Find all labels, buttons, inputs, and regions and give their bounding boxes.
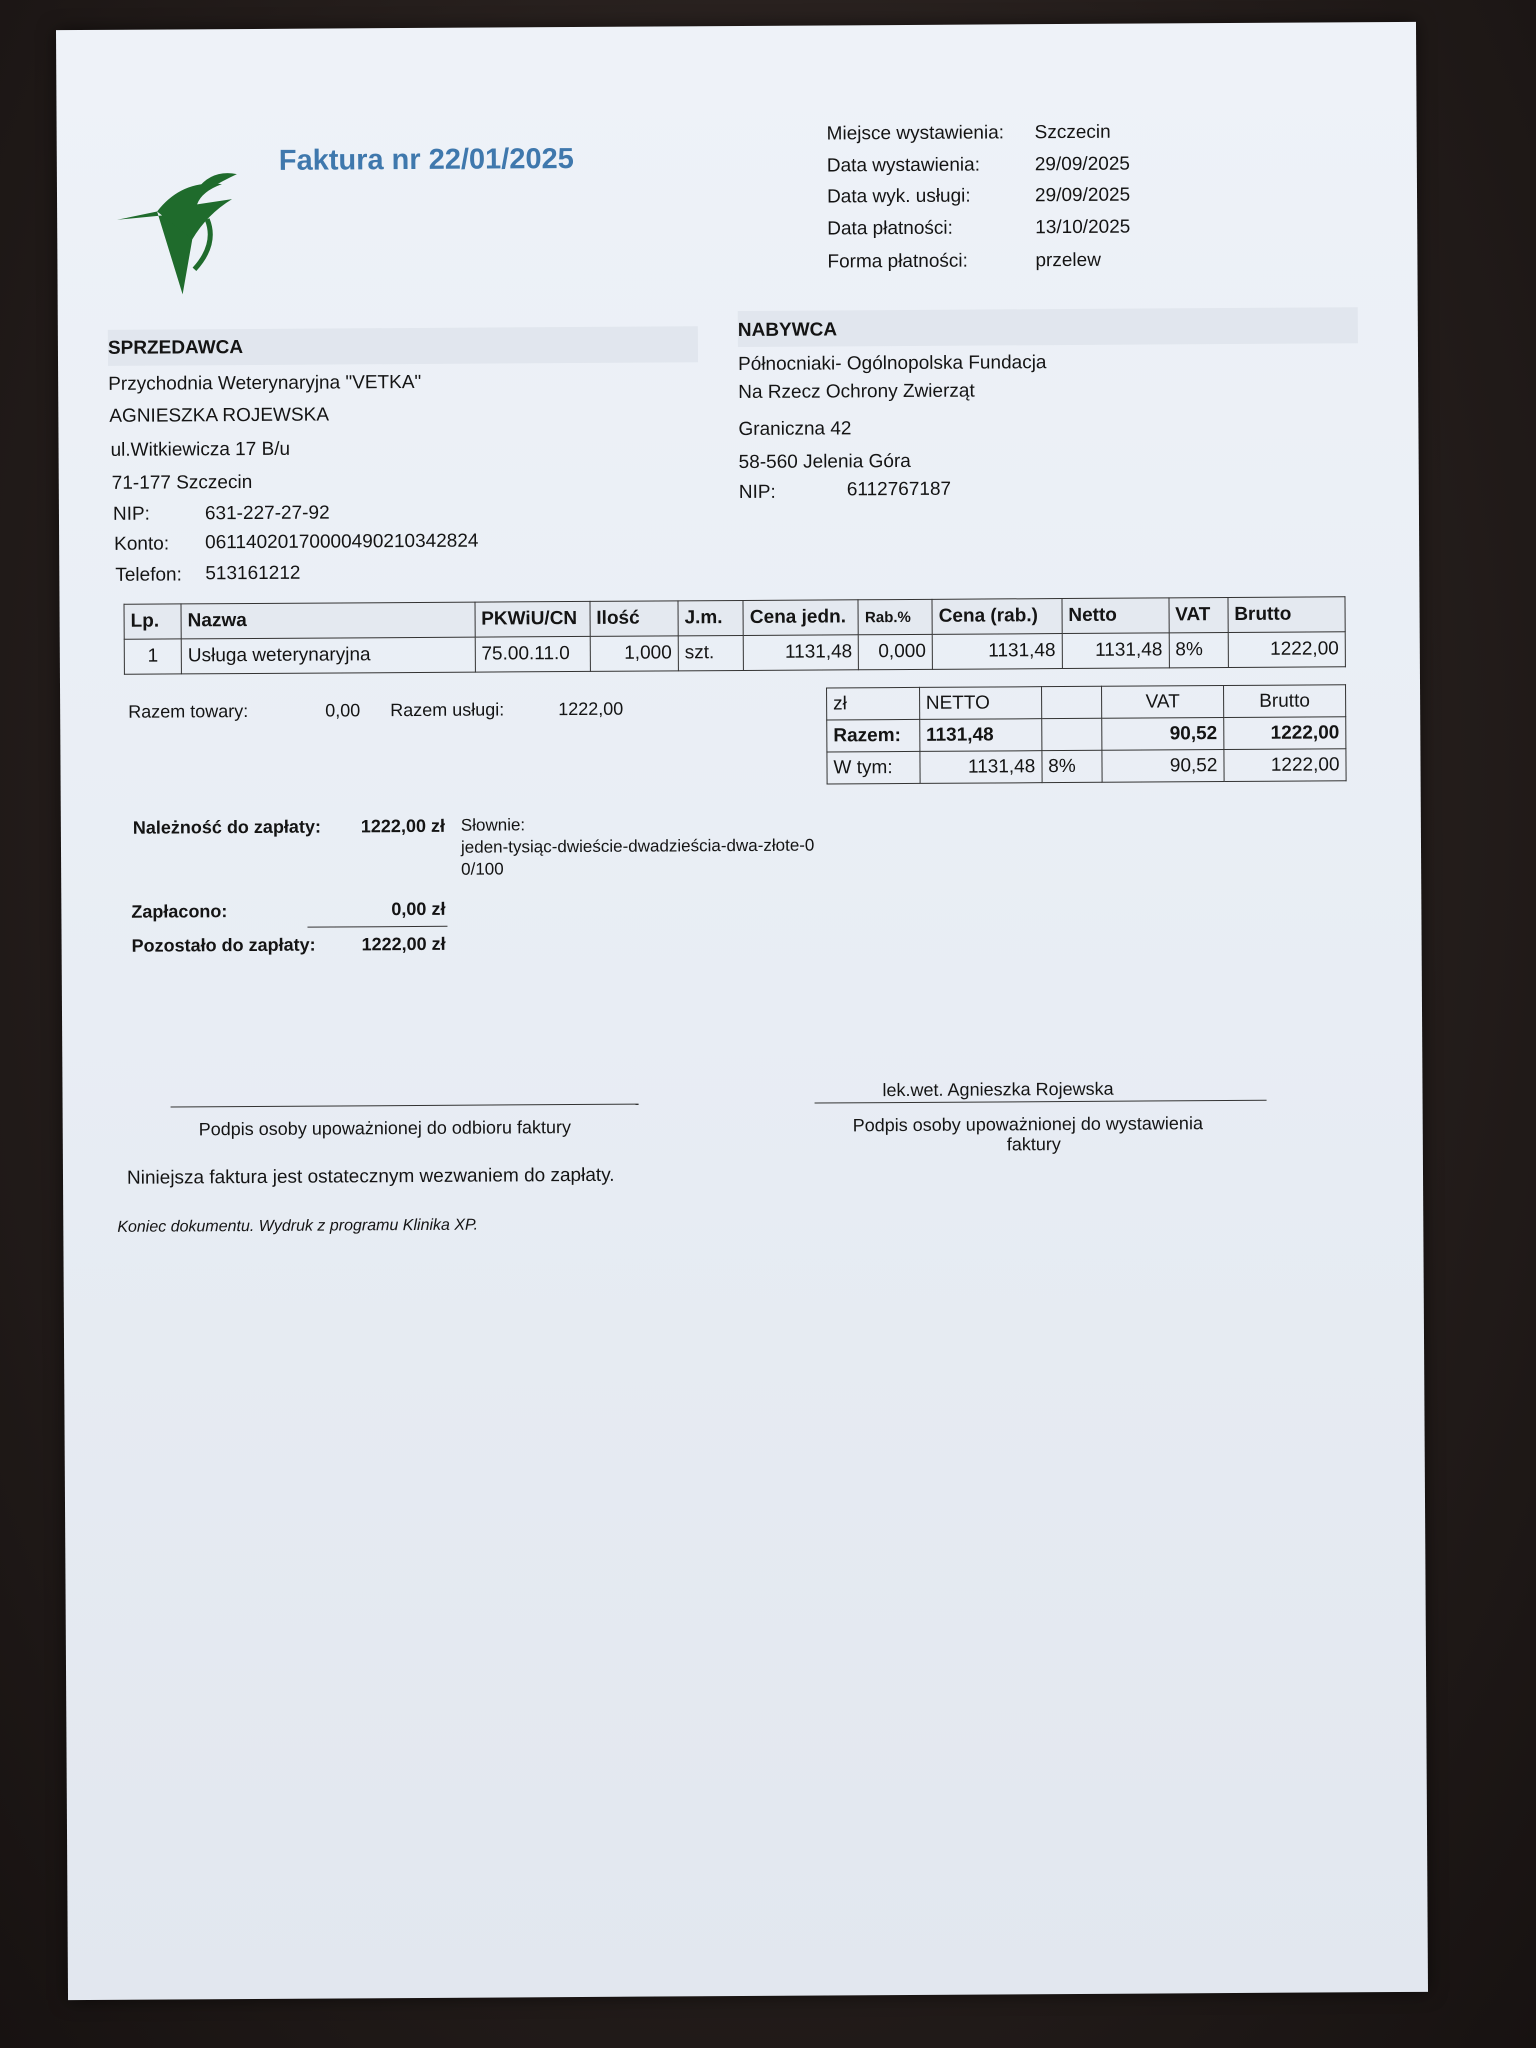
signature-line-left <box>171 1104 639 1108</box>
sum-h-brutto: Brutto <box>1223 685 1345 718</box>
seller-street: ul.Witkiewicza 17 B/u <box>110 438 291 461</box>
sum-total-vat: 90,52 <box>1102 718 1224 751</box>
sum-total-rate <box>1041 718 1102 750</box>
sum-h-vat: VAT <box>1102 686 1224 719</box>
meta-value: przelew <box>1035 249 1101 272</box>
col-header: Lp. <box>124 604 181 639</box>
seller-account-label: Konto: <box>114 533 170 555</box>
table-row <box>827 685 1346 720</box>
meta-label: Forma płatności: <box>827 250 968 273</box>
seller-heading: SPRZEDAWCA <box>107 337 244 359</box>
table-row <box>124 632 1345 674</box>
words-line2: 0/100 <box>461 859 504 879</box>
final-notice: Niniejsza faktura jest ostatecznym wezwaniem do zapłaty. <box>126 1164 615 1189</box>
seller-phone: 513161212 <box>205 562 301 585</box>
sum-total-netto: 1131,48 <box>919 719 1041 752</box>
seller-name: Przychodnia Weterynaryjna "VETKA" <box>108 371 422 395</box>
seller-nip: 631-227-27-92 <box>204 502 330 525</box>
remaining-amount: 1222,00 zł <box>361 933 446 955</box>
meta-value: Szczecin <box>1034 121 1111 144</box>
paid-label: Zapłacono: <box>131 901 228 922</box>
meta-value: 29/09/2025 <box>1034 184 1131 207</box>
invoice-paper <box>56 22 1428 2000</box>
col-header: Cena (rab.) <box>932 599 1062 635</box>
buyer-nip-label: NIP: <box>738 481 776 504</box>
signature-caption-left: Podpis osoby upoważnionej do odbioru faktury <box>198 1117 572 1140</box>
buyer-name-line2: Na Rzecz Ochrony Zwierząt <box>738 380 975 404</box>
cell-unit: szt. <box>678 635 744 670</box>
razem-towary: 0,00 <box>325 700 361 721</box>
sum-total-label: Razem: <box>827 719 920 752</box>
razem-towary-label: Razem towary: <box>128 701 249 722</box>
cell-name: Usługa weterynaryjna <box>181 637 475 674</box>
col-header: J.m. <box>678 600 744 635</box>
buyer-name-line1: Północniaki- Ogólnopolska Fundacja <box>737 352 1047 376</box>
document-footer: Koniec dokumentu. Wydruk z programu Klinika XP. <box>117 1216 479 1236</box>
cell-pkwiu: 75.00.11.0 <box>475 636 590 672</box>
remaining-label: Pozostało do zapłaty: <box>131 934 316 956</box>
meta-row <box>827 250 1101 274</box>
meta-value: 13/10/2025 <box>1035 216 1131 239</box>
due-label: Należność do zapłaty: <box>132 816 321 838</box>
meta-label: Data wyk. usługi: <box>826 185 971 208</box>
meta-row <box>827 122 1111 146</box>
meta-row <box>827 154 1130 178</box>
cell-discount: 0,000 <box>859 634 933 669</box>
sum-wtym-rate: 8% <box>1042 750 1103 782</box>
meta-value: 29/09/2025 <box>1034 153 1130 176</box>
vet-logo-icon <box>112 159 248 300</box>
signer-name: lek.wet. Agnieszka Rojewska <box>882 1078 1114 1101</box>
cell-unit-price: 1131,48 <box>743 635 858 671</box>
sum-wtym-vat: 90,52 <box>1102 750 1224 783</box>
table-row <box>827 717 1346 752</box>
sum-wtym-netto: 1131,48 <box>920 751 1042 784</box>
buyer-street: Graniczna 42 <box>738 418 852 441</box>
buyer-nip: 6112767187 <box>846 478 952 501</box>
words-label: Słownie: <box>460 815 526 835</box>
razem-uslugi-label: Razem usługi: <box>390 699 505 721</box>
sum-wtym-label: W tym: <box>827 751 920 784</box>
cell-vat: 8% <box>1169 633 1228 668</box>
seller-account: 06114020170000490210342824 <box>205 530 479 554</box>
meta-row <box>827 185 1130 209</box>
col-header: Netto <box>1062 598 1169 634</box>
meta-label: Data wystawienia: <box>826 154 981 177</box>
sum-wtym-brutto: 1222,00 <box>1224 749 1346 782</box>
cell-brutto: 1222,00 <box>1228 632 1346 668</box>
cell-qty: 1,000 <box>590 636 678 672</box>
meta-label: Data płatności: <box>827 217 953 240</box>
col-header: Cena jedn. <box>743 600 858 636</box>
sum-total-brutto: 1222,00 <box>1224 717 1346 750</box>
seller-phone-label: Telefon: <box>115 564 182 586</box>
words-line1: jeden-tysiąc-dwieście-dwadzieścia-dwa-złote-0 <box>460 835 815 857</box>
cell-netto: 1131,48 <box>1062 633 1169 669</box>
cell-discounted-price: 1131,48 <box>932 634 1062 670</box>
col-header: VAT <box>1169 598 1228 633</box>
sum-h-netto: NETTO <box>919 687 1041 720</box>
razem-uslugi: 1222,00 <box>558 698 624 720</box>
seller-owner: AGNIESZKA ROJEWSKA <box>109 404 330 427</box>
items-table <box>124 596 1346 674</box>
invoice-title: Faktura nr 22/01/2025 <box>278 143 574 177</box>
sum-divider <box>307 926 447 928</box>
sum-h-currency: zł <box>827 687 920 720</box>
vat-summary-table <box>826 684 1347 784</box>
col-header: Ilość <box>590 601 678 637</box>
due-amount: 1222,00 zł <box>360 815 446 837</box>
col-header: Nazwa <box>181 602 475 639</box>
meta-row <box>827 217 1130 241</box>
meta-label: Miejsce wystawienia: <box>826 122 1005 145</box>
signature-caption-right-2: faktury <box>1006 1134 1061 1155</box>
cell-lp: 1 <box>124 639 181 674</box>
col-header: PKWiU/CN <box>475 601 590 637</box>
table-row <box>827 749 1346 784</box>
signature-caption-right-1: Podpis osoby upoważnionej do wystawienia <box>852 1113 1203 1136</box>
paid-amount: 0,00 zł <box>391 898 446 920</box>
col-header: Brutto <box>1228 597 1346 633</box>
seller-nip-label: NIP: <box>112 503 150 525</box>
buyer-city: 58-560 Jelenia Góra <box>738 450 911 474</box>
seller-city: 71-177 Szczecin <box>111 471 253 494</box>
buyer-heading: NABYWCA <box>737 319 838 342</box>
col-header: Rab.% <box>858 599 932 634</box>
sum-h-rate <box>1041 686 1102 718</box>
